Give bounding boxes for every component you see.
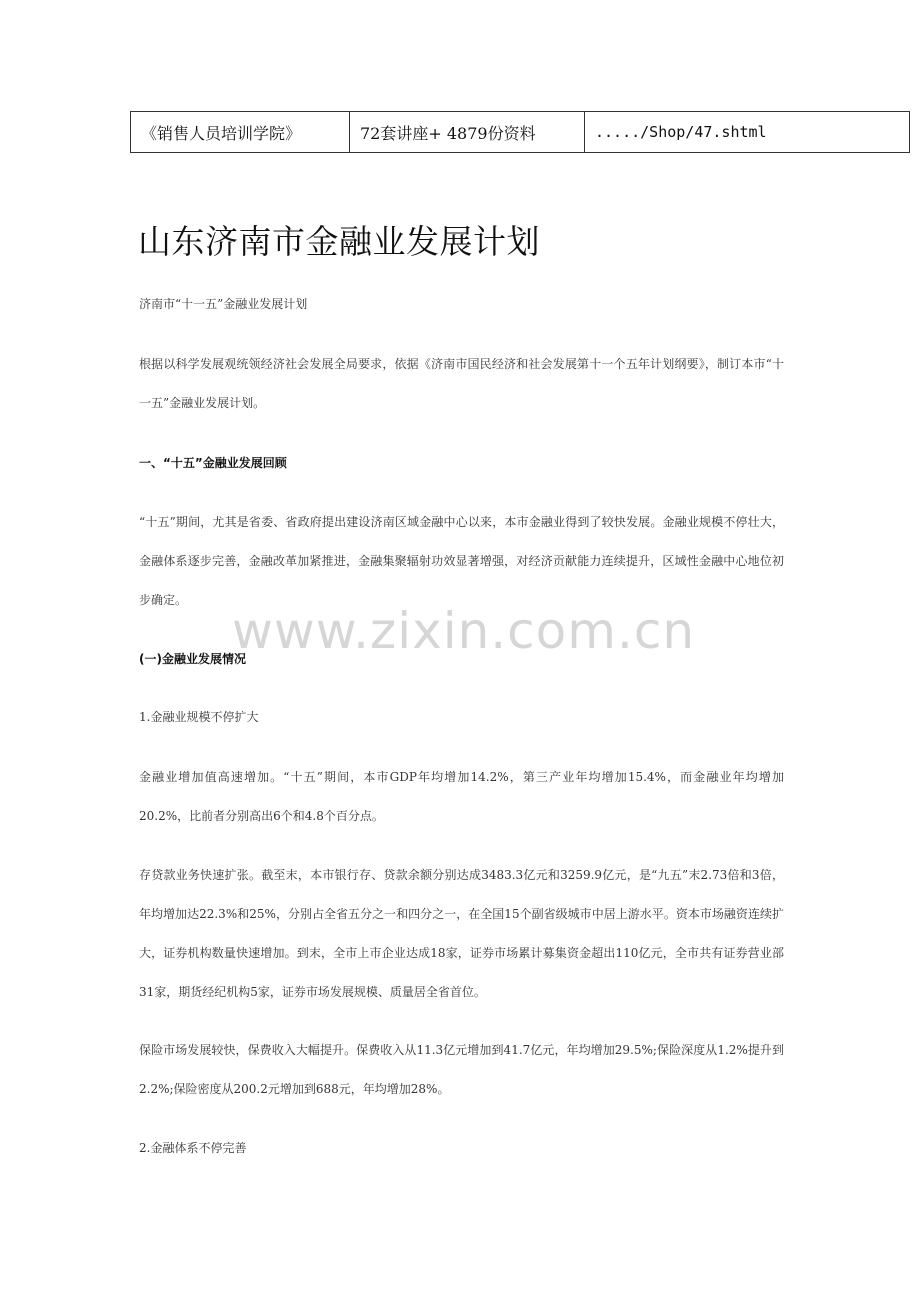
paragraph-value-added: 金融业增加值高速增加。“十五”期间，本市GDP年均增加14.2%，第三产业年均增加15.4%，而金融业年均增加20.2%，比前者分别高出6个和4.8个百分点。	[139, 770, 784, 823]
intro-paragraph: 根据以科学发展观统领经济社会发展全局要求，依据《济南市国民经济和社会发展第十一个五年计划纲要》，制订本市“十一五”金融业发展计划。	[139, 357, 784, 410]
page-title: 山东济南市金融业发展计划	[138, 222, 540, 261]
header-cell-academy: 《销售人员培训学院》	[131, 112, 350, 153]
section-heading-review: 一、“十五”金融业发展回顾	[139, 456, 287, 470]
header-cell-materials: 72套讲座+ 4879份资料	[350, 112, 585, 153]
watermark: www.zixin.com.cn	[232, 602, 696, 660]
subtitle: 济南市“十一五”金融业发展计划	[139, 297, 308, 311]
header-row	[131, 112, 910, 153]
item-heading-scale: 1.金融业规模不停扩大	[139, 710, 259, 724]
subsection-heading-status: (一)金融业发展情况	[139, 652, 246, 666]
paragraph-insurance: 保险市场发展较快，保费收入大幅提升。保费收入从11.3亿元增加到41.7亿元，年均增加29.5%;保险深度从1.2%提升到2.2%;保险密度从200.2元增加到688元，年均增加28%。	[139, 1043, 784, 1096]
paragraph-deposits-loans: 存贷款业务快速扩张。截至末，本市银行存、贷款余额分别达成3483.3亿元和3259.9亿元，是“九五”末2.73倍和3倍，年均增加达22.3%和25%，分别占全省五分之一和四分之一，在全国15个副省级城市中居上游水平。资本市场融资连续扩大，证券机构数量快速增加。到末，全市上市企业达成18家，证券市场累计募集资金超出110亿元，全市共有证券营业部31家，期货经纪机构5家，证券市场发展规模、质量居全省首位。	[139, 868, 784, 999]
section-review-paragraph: “十五”期间，尤其是省委、省政府提出建设济南区域金融中心以来，本市金融业得到了较快发展。金融业规模不停壮大，金融体系逐步完善，金融改革加紧推进，金融集聚辐射功效显著增强，对经济贡献能力连续提升，区域性金融中心地位初步确定。	[139, 515, 784, 607]
header-cell-link[interactable]: ...../Shop/47.shtml	[585, 112, 910, 153]
item-heading-system: 2.金融体系不停完善	[139, 1141, 247, 1155]
header-table	[130, 111, 910, 153]
